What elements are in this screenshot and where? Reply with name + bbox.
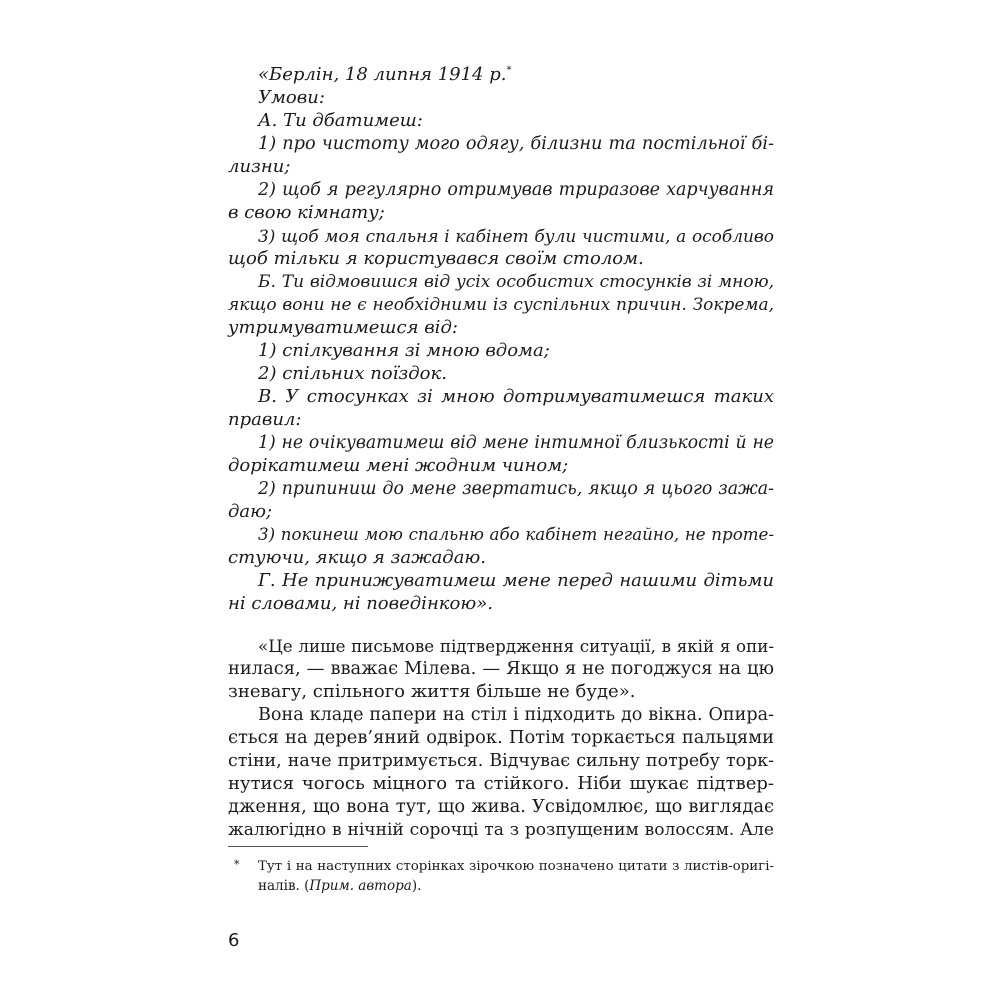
footnote-text: ). bbox=[411, 878, 422, 894]
body-line: Вона кладе папери на стіл і підходить до вікна. Опира- bbox=[258, 705, 774, 725]
page-number: 6 bbox=[228, 930, 240, 951]
letter-line: Б. Ти відмовишся від усіх особистих стосунків зі мною, bbox=[258, 272, 774, 292]
body-line: дження, що вона тут, що жива. Усвідомлює, що виглядає bbox=[228, 796, 774, 817]
letter-heading: «Берлін, 18 липня 1914 р. bbox=[258, 64, 507, 85]
letter-line: стуючи, якщо я зажадаю. bbox=[228, 547, 487, 568]
letter-line: В. У стосунках зі мною дотримуватимешся таких bbox=[258, 386, 774, 407]
letter-line: щоб тільки я користувався своїм столом. bbox=[228, 248, 644, 269]
footnote-line bbox=[258, 877, 421, 895]
letter-line bbox=[258, 64, 511, 86]
letter-line: 2) припиниш до мене звертатись, якщо я цього зажа- bbox=[258, 479, 774, 499]
letter-line: даю; bbox=[228, 501, 273, 522]
letter-line: 2) щоб я регулярно отримував триразове харчування bbox=[258, 180, 774, 200]
footnote-text: налів. ( bbox=[258, 878, 310, 894]
letter-line: 2) спільних поїздок. bbox=[258, 363, 447, 384]
footnote-author-note: Прим. автора bbox=[309, 878, 412, 894]
letter-line: Г. Не принижуватимеш мене перед нашими дітьми bbox=[258, 570, 774, 591]
body-line: ється на дерев’яний одвірок. Потім торкається пальцями bbox=[228, 727, 774, 748]
letter-line: 3) покинеш мою спальню або кабінет негайно, не проте- bbox=[258, 525, 774, 544]
footnote-marker: * bbox=[506, 65, 512, 76]
letter-line: 1) не очікуватимеш від мене інтимної близькості й не bbox=[258, 433, 774, 453]
footnote-line: Тут і на наступних сторінках зірочкою позначено цитати з листів-оригі- bbox=[258, 859, 774, 874]
body-line: жалюгідно в нічній сорочці та з розпущеним волоссям. Але bbox=[228, 820, 774, 840]
letter-line: якщо вони не є необхідними із суспільних причин. Зокрема, bbox=[228, 295, 774, 315]
letter-line: Умови: bbox=[258, 87, 325, 108]
letter-line: дорікатимеш мені жодним чином; bbox=[228, 455, 569, 476]
letter-line: 1) про чистоту мого одягу, білизни та постільної бі- bbox=[258, 134, 774, 154]
letter-line: лизни; bbox=[228, 156, 291, 177]
letter-line: 1) спілкування зі мною вдома; bbox=[258, 340, 550, 361]
body-line: стіни, наче притримується. Відчуває сильну потребу торк- bbox=[228, 751, 774, 771]
letter-line: ні словами, ні поведінкою». bbox=[228, 593, 493, 614]
footnote-rule bbox=[228, 846, 368, 847]
footnote-mark: * bbox=[234, 858, 240, 871]
letter-line: А. Ти дбатимеш: bbox=[258, 110, 423, 131]
letter-line: 3) щоб моя спальня і кабінет були чистими, а особливо bbox=[258, 226, 774, 246]
letter-line: в свою кімнату; bbox=[228, 202, 385, 223]
body-line: «Це лише письмове підтвердження ситуації, в якій я опи- bbox=[258, 636, 774, 656]
body-line: нутися чогось міцного та стійкого. Ніби шукає підтвер- bbox=[228, 773, 774, 794]
letter-line: правил: bbox=[228, 409, 302, 430]
body-line: нилася, — вважає Мілева. — Якщо я не погоджуся на цю bbox=[228, 658, 774, 679]
body-line: зневагу, спільного життя більше не буде». bbox=[228, 681, 636, 702]
letter-line: утримуватимешся від: bbox=[228, 317, 458, 338]
